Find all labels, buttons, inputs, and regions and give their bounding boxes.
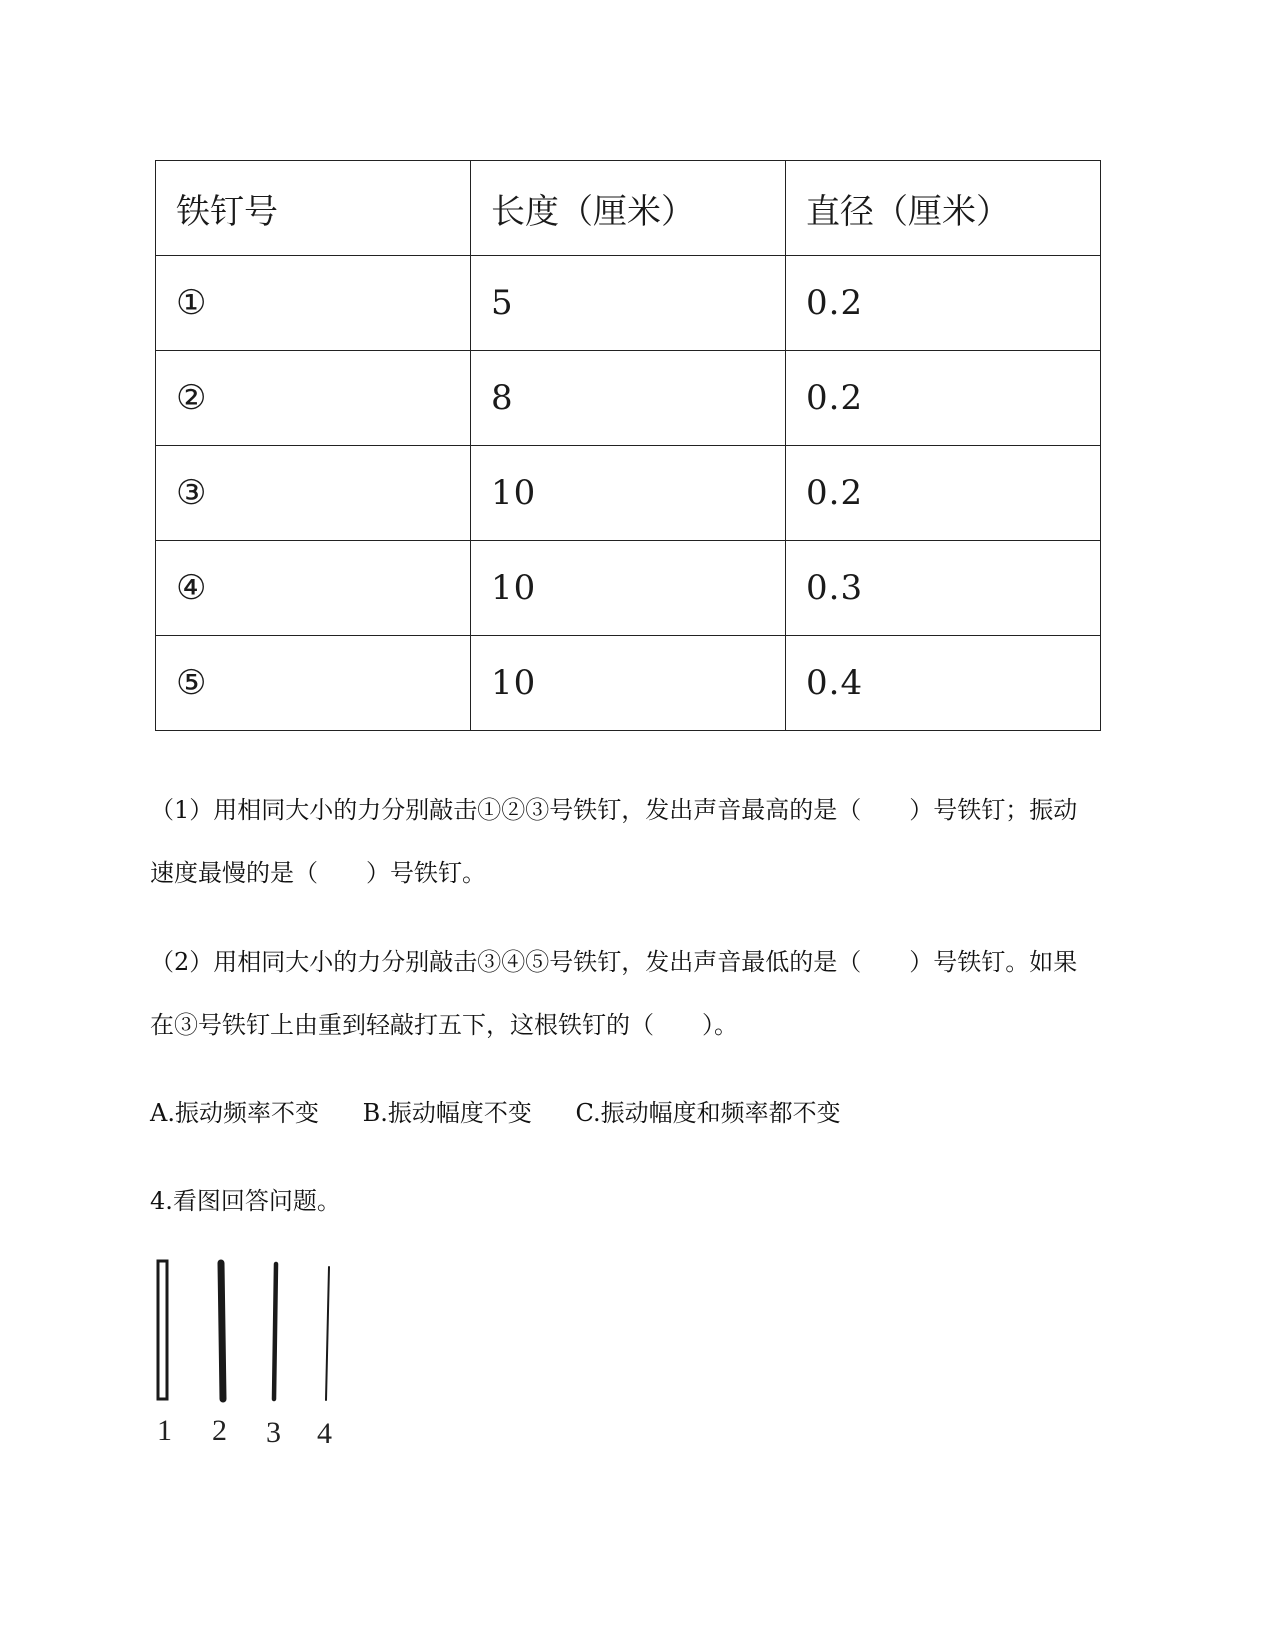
cell-length: 10	[471, 541, 786, 636]
option-a: A.振动频率不变	[150, 1099, 319, 1127]
question-1-line-1: （1）用相同大小的力分别敲击①②③号铁钉，发出声音最高的是（ ）号铁钉；振动	[150, 796, 1078, 824]
nails-figure	[148, 1258, 368, 1458]
table-row	[156, 446, 1101, 541]
option-c: C.振动幅度和频率都不变	[575, 1099, 841, 1127]
cell-length: 10	[471, 446, 786, 541]
nail-4-label: 4	[317, 1417, 332, 1450]
table-header-row	[156, 161, 1101, 256]
nail-3-shape	[274, 1264, 276, 1399]
nail-data-table	[155, 160, 1101, 731]
nail-1-shape	[158, 1261, 167, 1399]
nail-3-label: 3	[266, 1416, 281, 1449]
answer-options	[150, 1098, 877, 1128]
table-row	[156, 636, 1101, 731]
cell-diameter: 0.2	[786, 446, 1101, 541]
cell-nail-number: ②	[156, 351, 471, 446]
nail-2-shape	[221, 1263, 223, 1399]
cell-nail-number: ①	[156, 256, 471, 351]
question-1-line-2: 速度最慢的是（ ）号铁钉。	[150, 859, 486, 887]
cell-length: 10	[471, 636, 786, 731]
nail-4-shape	[326, 1267, 329, 1400]
nail-2-label: 2	[212, 1414, 227, 1447]
cell-diameter: 0.3	[786, 541, 1101, 636]
header-nail-number: 铁钉号	[156, 161, 471, 256]
question-4-title: 4.看图回答问题。	[150, 1187, 341, 1215]
cell-length: 8	[471, 351, 786, 446]
cell-nail-number: ③	[156, 446, 471, 541]
cell-diameter: 0.4	[786, 636, 1101, 731]
nail-1-label: 1	[157, 1414, 172, 1447]
cell-diameter: 0.2	[786, 256, 1101, 351]
cell-nail-number: ⑤	[156, 636, 471, 731]
cell-nail-number: ④	[156, 541, 471, 636]
option-b: B.振动幅度不变	[362, 1099, 532, 1127]
table-row	[156, 351, 1101, 446]
header-diameter: 直径（厘米）	[786, 161, 1101, 256]
table-row	[156, 541, 1101, 636]
cell-length: 5	[471, 256, 786, 351]
question-2-line-1: （2）用相同大小的力分别敲击③④⑤号铁钉，发出声音最低的是（ ）号铁钉。如果	[150, 948, 1078, 976]
table-row	[156, 256, 1101, 351]
header-length: 长度（厘米）	[471, 161, 786, 256]
question-2-line-2: 在③号铁钉上由重到轻敲打五下，这根铁钉的（ ）。	[150, 1011, 738, 1039]
cell-diameter: 0.2	[786, 351, 1101, 446]
